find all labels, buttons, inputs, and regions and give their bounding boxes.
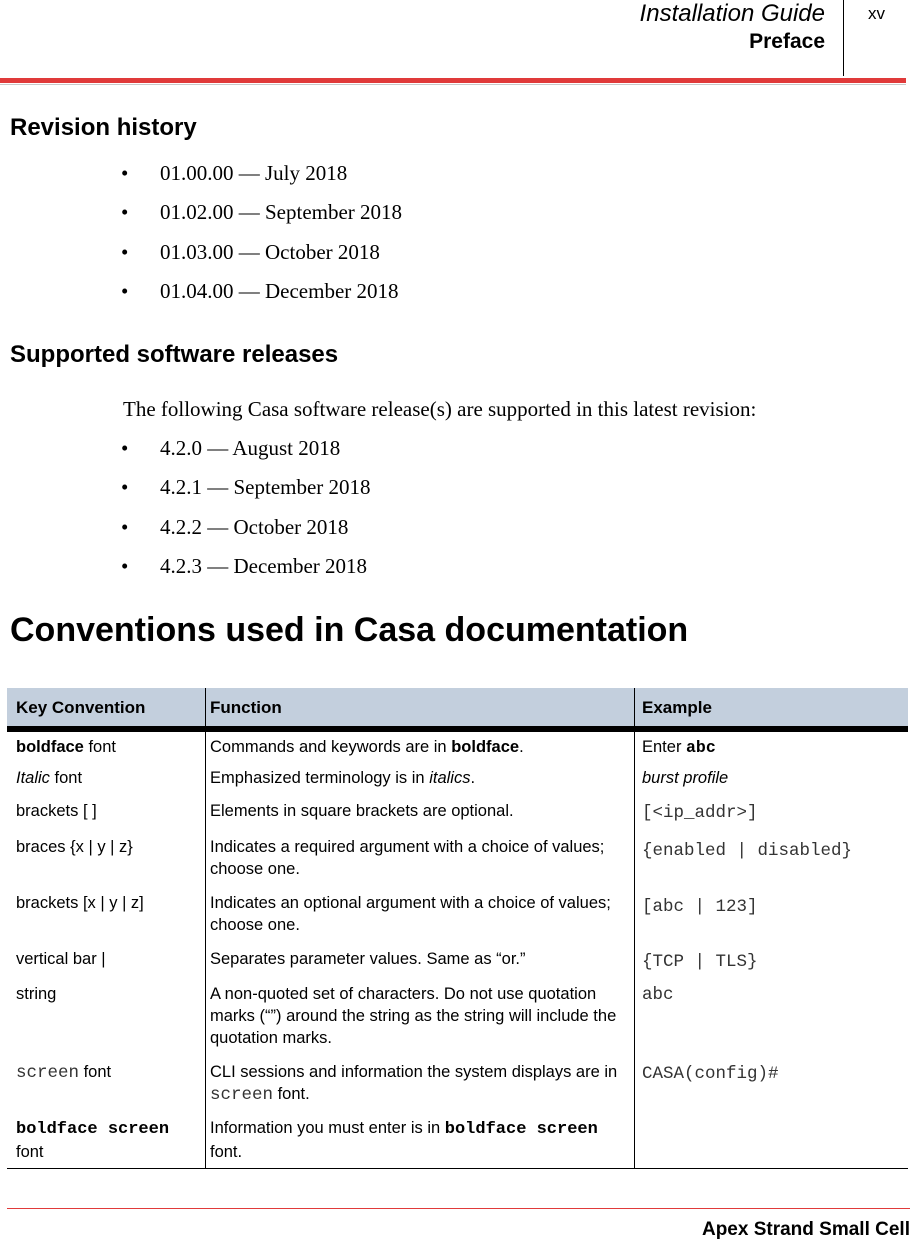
table-row [7, 767, 908, 795]
bullet: • [121, 436, 129, 460]
list-item [0, 200, 910, 239]
header-rule-shadow [0, 84, 906, 85]
bullet: • [121, 475, 129, 500]
revision-history-list [0, 161, 910, 318]
bullet: • [121, 553, 129, 578]
function-text: font. [210, 1143, 243, 1161]
key-cell [16, 1061, 198, 1084]
conventions-heading: Conventions used in Casa documentation [10, 611, 689, 649]
list-item [0, 475, 910, 514]
footer-product-name: Apex Strand Small Cell [701, 1219, 910, 1240]
table-row [7, 1061, 908, 1111]
list-item [0, 161, 910, 200]
list-item [0, 240, 910, 279]
bullet: • [121, 200, 129, 225]
column-divider [205, 688, 206, 726]
example-cell: CASA(config)# [642, 1064, 779, 1084]
table-row [7, 983, 908, 1055]
supported-releases-list [0, 436, 910, 593]
table-row [7, 948, 908, 976]
function-text: Emphasized terminology is in [210, 769, 430, 787]
table-row [7, 736, 908, 764]
function-text: screen [210, 1085, 274, 1105]
example-cell [642, 736, 904, 759]
function-cell [210, 736, 630, 758]
bullet: • [121, 239, 129, 264]
list-item [0, 436, 910, 475]
column-header-example: Example [642, 698, 712, 717]
key-text: font [16, 1143, 44, 1161]
key-cell [16, 736, 198, 758]
key-text: boldface screen [16, 1120, 170, 1139]
header-rule [0, 78, 906, 83]
supported-releases-intro: The following Casa software release(s) are supported in this latest revision: [123, 397, 757, 421]
key-text: font [49, 769, 83, 787]
list-item-text: 01.02.00 — September 2018 [160, 200, 403, 225]
table-row [7, 1117, 908, 1167]
table-row [7, 800, 908, 828]
bullet: • [121, 161, 129, 185]
example-cell: {TCP | TLS} [642, 952, 758, 972]
function-text: font. [273, 1085, 310, 1103]
function-cell: Separates parameter values. Same as “or.” [210, 950, 526, 968]
list-item-text: 4.2.3 — December 2018 [160, 553, 368, 578]
key-text: Italic [16, 769, 50, 787]
revision-history-heading: Revision history [10, 114, 197, 141]
section-title: Preface [749, 30, 825, 53]
header-divider [843, 0, 844, 76]
function-cell: A non-quoted set of characters. Do not use quotation marks (“”) around the string as the string will include the quotation marks. [210, 985, 617, 1047]
function-text: boldface [451, 738, 520, 756]
function-cell [210, 767, 630, 789]
function-cell: Elements in square brackets are optional. [210, 802, 514, 820]
example-cell: {enabled | disabled} [642, 841, 853, 861]
example-cell: [abc | 123] [642, 897, 758, 917]
function-text: . [470, 769, 476, 787]
list-item-text: 4.2.1 — September 2018 [160, 475, 371, 500]
function-text: Commands and keywords are in [210, 738, 452, 756]
key-cell: braces {x | y | z} [16, 838, 133, 856]
example-cell: abc [642, 985, 674, 1005]
list-item-text: 4.2.0 — August 2018 [160, 436, 341, 460]
list-item-text: 01.04.00 — December 2018 [160, 278, 399, 303]
key-text: screen [16, 1063, 80, 1083]
list-item [0, 515, 910, 554]
key-cell: brackets [ ] [16, 802, 97, 820]
function-text: CLI sessions and information the system displays are in [210, 1063, 618, 1081]
page-number: xv [868, 4, 885, 23]
example-text: Enter [642, 738, 687, 756]
key-text: font [83, 738, 116, 756]
function-cell: Indicates a required argument with a choice of values; choose one. [210, 838, 605, 878]
example-cell: [<ip_addr>] [642, 803, 758, 823]
function-cell: Indicates an optional argument with a choice of values; choose one. [210, 894, 611, 934]
column-header-key-convention: Key Convention [16, 698, 146, 717]
conventions-table [7, 688, 908, 1169]
key-cell: vertical bar | [16, 950, 106, 968]
bullet: • [121, 514, 129, 539]
list-item-text: 01.03.00 — October 2018 [160, 239, 380, 264]
function-cell [210, 1061, 630, 1106]
table-header [7, 688, 908, 732]
list-item-text: 01.00.00 — July 2018 [160, 161, 348, 185]
key-cell [16, 1117, 198, 1163]
list-item [0, 554, 910, 593]
key-text: boldface [16, 738, 84, 756]
supported-releases-heading: Supported software releases [10, 341, 339, 368]
column-divider [634, 688, 635, 726]
function-text: italics [429, 769, 471, 787]
function-text: boldface screen [444, 1120, 598, 1139]
function-text: Information you must enter is in [210, 1119, 445, 1137]
table-row [7, 892, 908, 942]
function-cell [210, 1117, 630, 1163]
key-cell [16, 767, 198, 789]
table-body [7, 732, 908, 1169]
table-row [7, 836, 908, 886]
list-item [0, 279, 910, 318]
key-text: font [79, 1063, 112, 1081]
function-text: . [519, 738, 524, 756]
key-cell: string [16, 985, 57, 1003]
column-header-function: Function [210, 698, 282, 717]
example-text: abc [686, 738, 716, 757]
bullet: • [121, 278, 129, 303]
example-cell: burst profile [642, 769, 729, 787]
list-item-text: 4.2.2 — October 2018 [160, 514, 349, 539]
key-cell: brackets [x | y | z] [16, 894, 144, 912]
document-title: Installation Guide [639, 0, 825, 27]
footer-rule [7, 1208, 910, 1209]
